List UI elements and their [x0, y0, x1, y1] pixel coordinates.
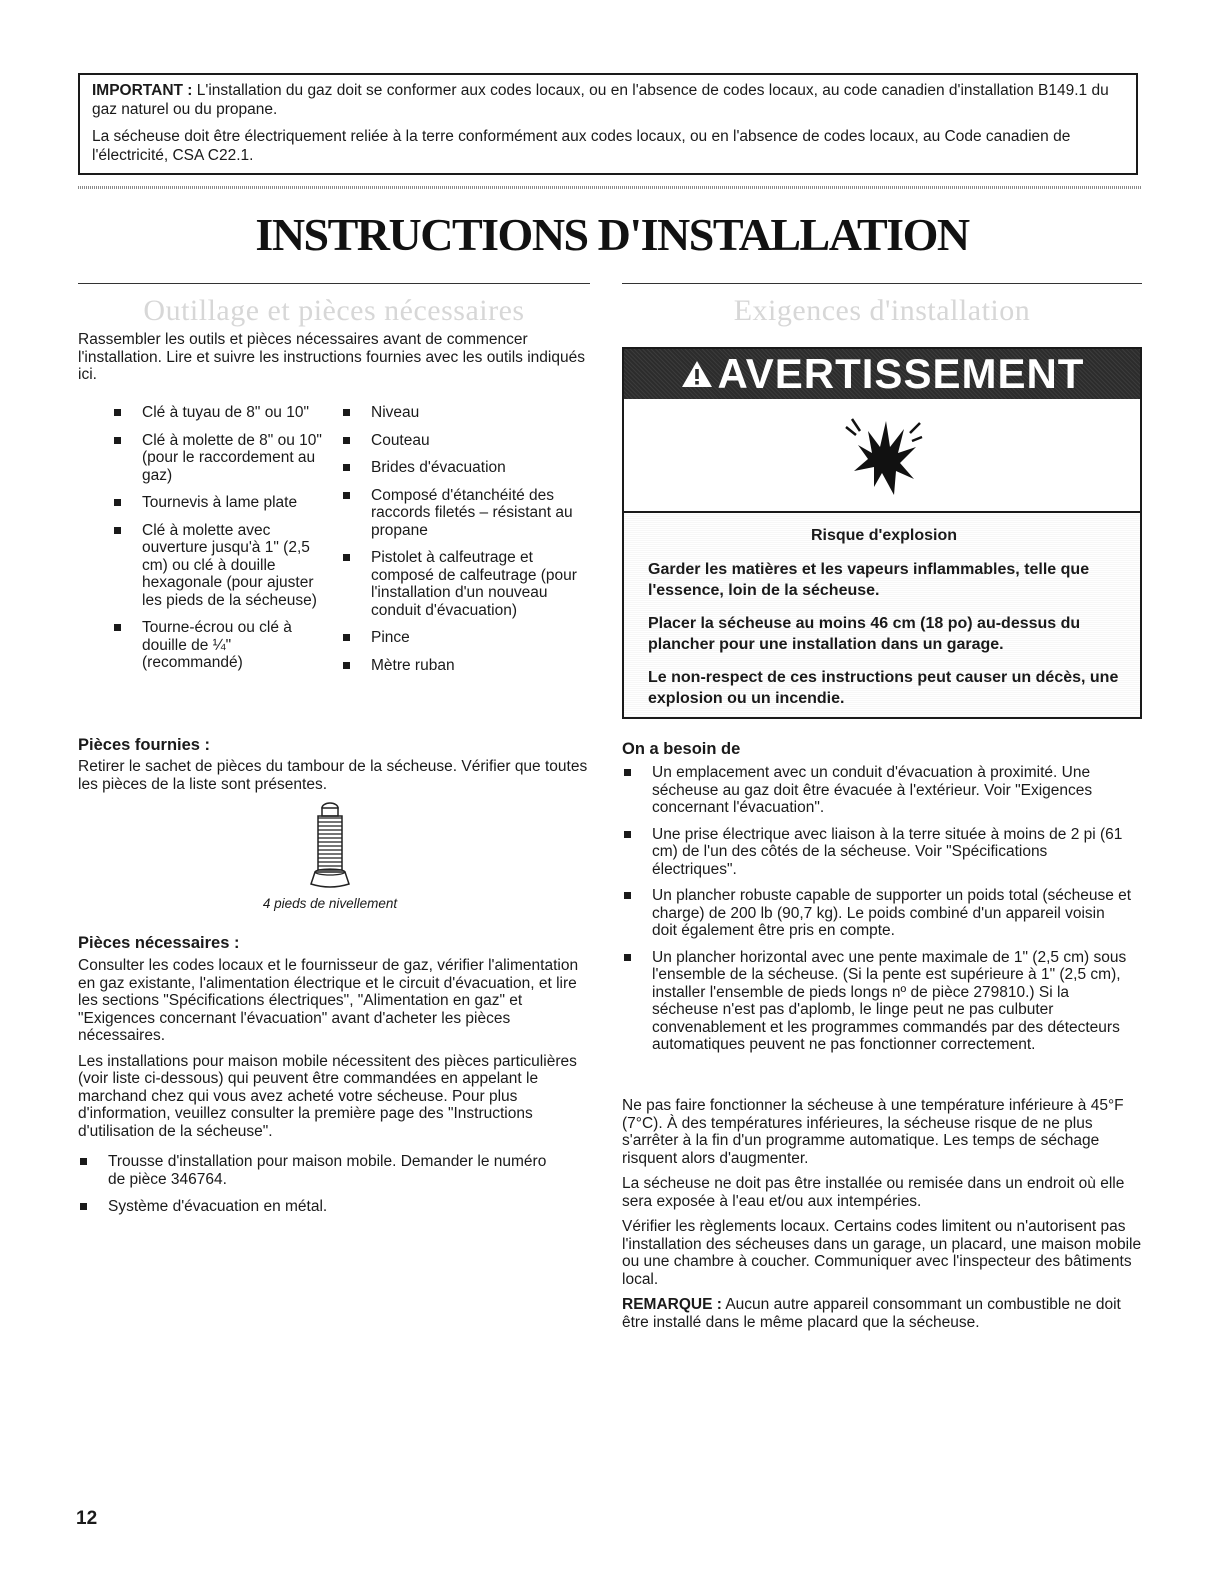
important-paragraph-1: [92, 81, 1124, 119]
important-label: IMPORTANT :: [92, 82, 193, 99]
warning-symbol-area: [624, 399, 1140, 513]
warning-risk-title: Risque d'explosion: [810, 527, 958, 544]
page-title: INSTRUCTIONS D'INSTALLATION: [255, 209, 969, 260]
left-divider: [78, 283, 590, 284]
requirements-list: [622, 764, 1132, 1063]
parts-supplied-text: Retirer le sachet de pièces du tambour de la sécheuse. Vérifier que toutes les pièces de la liste sont présentes.: [78, 758, 588, 793]
list-item: Pistolet à calfeutrage et composé de calfeutrage (pour l'installation d'un nouveau conduit d'évacuation): [341, 549, 586, 619]
page-number: 12: [76, 1508, 98, 1529]
warning-box: [622, 347, 1142, 719]
remark-note: [622, 1296, 1142, 1331]
tools-intro-text: Rassembler les outils et pièces nécessaires avant de commencer l'installation. Lire et suivre les instructions fournies avec les outils indiqués ici.: [78, 331, 585, 383]
dotted-divider: [78, 186, 1142, 189]
parts-supplied-heading: Pièces fournies :: [78, 736, 211, 754]
important-paragraph-2: La sécheuse doit être électriquement reliée à la terre conformément aux codes locaux, ou en l'absence de codes locaux, au Code canadien de l'électricité, CSA C22.1.: [92, 128, 1071, 164]
codes-note: Vérifier les règlements locaux. Certains codes limitent ou n'autorisent pas l'installation des sécheuses dans un garage, un placard, une maison mobile ou une chambre à coucher. Communiquer avec l'inspecteur des bâtiments local.: [622, 1218, 1142, 1288]
list-item: Clé à molette avec ouverture jusqu'à 1" (2,5 cm) ou clé à douille hexagonale (pour ajuster les pieds de la sécheuse): [112, 522, 322, 610]
parts-needed-paragraph-1: Consulter les codes locaux et le fournisseur de gaz, vérifier l'alimentation en gaz existante, l'alimentation électrique et le circuit d'évacuation, et lire les sections "Spécifications électriques", "Alimentation en gaz" et "Exigences concernant l'évacuation" avant d'acheter les pièces nécessaires.: [78, 957, 579, 1044]
right-section-heading: Exigences d'installation: [733, 294, 1031, 327]
need-heading: On a besoin de: [622, 740, 741, 758]
parts-needed-body: [78, 957, 593, 1148]
list-item: Couteau: [341, 432, 586, 450]
warning-banner: [624, 349, 1140, 399]
list-item: Tournevis à lame plate: [112, 494, 322, 512]
list-item: Mètre ruban: [341, 657, 586, 675]
list-item: Niveau: [341, 404, 586, 422]
list-item: Une prise électrique avec liaison à la terre située à moins de 2 pi (61 cm) de l'un des côtés de la sécheuse. Voir "Spécifications électriques".: [622, 826, 1132, 879]
remark-label: REMARQUE :: [622, 1296, 722, 1313]
left-section-heading: Outillage et pièces nécessaires: [143, 294, 525, 327]
mobile-home-list: [78, 1153, 558, 1226]
list-item: Clé à tuyau de 8" ou 10": [112, 404, 322, 422]
tools-intro: [78, 331, 590, 392]
list-item: Clé à molette de 8" ou 10" (pour le raccordement au gaz): [112, 432, 322, 485]
list-item: Un emplacement avec un conduit d'évacuation à proximité. Une sécheuse au gaz doit être évacuée à l'extérieur. Voir "Exigences concernant l'évacuation".: [622, 764, 1132, 817]
weather-note: La sécheuse ne doit pas être installée ou remisée dans un endroit où elle sera exposée à l'eau et/ou aux intempéries.: [622, 1175, 1125, 1210]
list-item: Un plancher horizontal avec une pente maximale de 1" (2,5 cm) sous l'ensemble de la sécheuse. (Si la pente est supérieure à 1" (2,5 cm), installer l'ensemble de pieds longs nº de pièce 279810.) Si la sécheuse n'est pas d'aplomb, le linge peut ne pas culbuter convenablement et les programmes commandés par des détecteurs automatiques peuvent ne pas fonctionner correctement.: [622, 949, 1132, 1054]
remark-text: Aucun autre appareil consommant un combustible ne doit être installé dans le même placard que la sécheuse.: [622, 1296, 1121, 1331]
tools-list-col2: [341, 404, 586, 684]
tools-list-col1: [112, 404, 322, 682]
warning-paragraph-2: Placer la sécheuse au moins 46 cm (18 po) au-dessus du plancher pour une installation dans un garage.: [648, 615, 1081, 653]
warning-paragraph-3: Le non-respect de ces instructions peut causer un décès, une explosion ou un incendie.: [648, 669, 1119, 707]
list-item: Brides d'évacuation: [341, 459, 586, 477]
list-item: Pince: [341, 629, 586, 647]
warning-banner-text: AVERTISSEMENT: [717, 350, 1085, 397]
warning-triangle-icon: [680, 359, 714, 389]
parts-needed-paragraph-2: Les installations pour maison mobile nécessitent des pièces particulières (voir liste ci-dessous) qui peuvent être commandées en appelant le marchand chez qui vous avez acheté votre sécheuse. Pour plus d'information, veuillez consulter la première page des "Instructions d'utilisation de la sécheuse".: [78, 1052, 577, 1140]
list-item: Système d'évacuation en métal.: [78, 1198, 558, 1216]
important-notice-box: [78, 73, 1138, 175]
foot-caption: 4 pieds de nivellement: [262, 896, 398, 911]
warning-body: [624, 513, 1140, 717]
important-text-1: L'installation du gaz doit se conformer aux codes locaux, ou en l'absence de codes locaux, au code canadien d'installation B149.1 du gaz naturel ou du propane.: [92, 82, 1109, 118]
warning-paragraph-1: Garder les matières et les vapeurs inflammables, telle que l'essence, loin de la sécheuse.: [648, 561, 1090, 599]
list-item: Trousse d'installation pour maison mobile. Demander le numéro de pièce 346764.: [78, 1153, 558, 1188]
right-divider: [622, 283, 1142, 284]
temperature-note: Ne pas faire fonctionner la sécheuse à une température inférieure à 45°F (7°C). À des températures inférieures, la sécheuse risque de ne plus s'arrêter à la fin d'un programme automatique. Les temps de séchage risquent alors d'augmenter.: [622, 1097, 1124, 1167]
list-item: Composé d'étanchéité des raccords filetés – résistant au propane: [341, 487, 586, 540]
parts-needed-heading: Pièces nécessaires :: [78, 934, 240, 952]
list-item: Tourne-écrou ou clé à douille de ¼" (recommandé): [112, 619, 322, 672]
requirements-notes: [622, 1097, 1142, 1339]
leveling-foot-icon: [307, 800, 353, 892]
explosion-icon: [844, 417, 924, 499]
list-item: Un plancher robuste capable de supporter un poids total (sécheuse et charge) de 200 lb (90,7 kg). Le poids combiné d'un appareil voisin doit également être pris en compte.: [622, 887, 1132, 940]
